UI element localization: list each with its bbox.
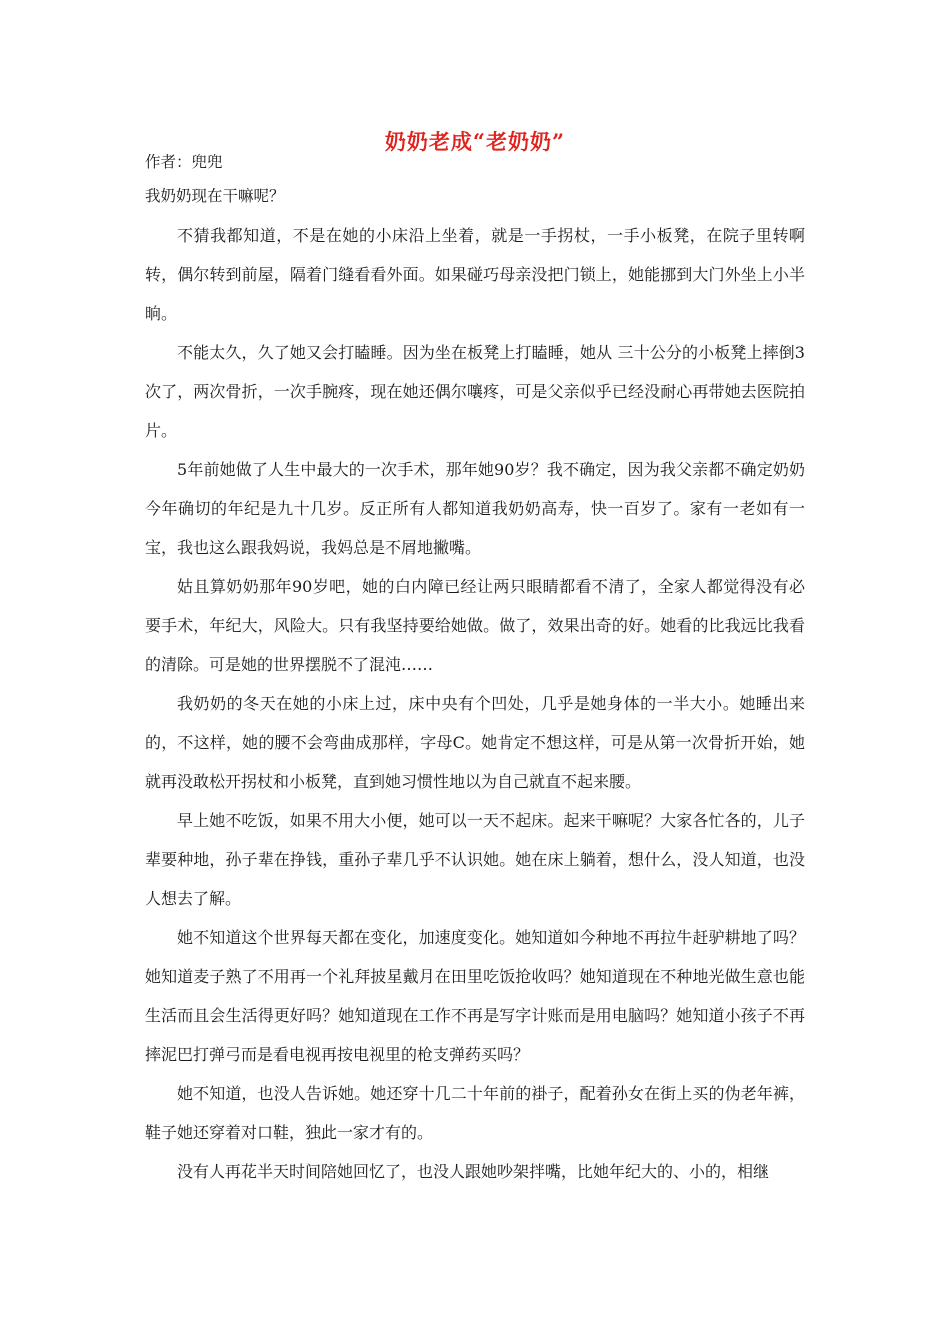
paragraph: 她不知道，也没人告诉她。她还穿十几二十年前的褂子，配着孙女在街上买的伪老年裤，鞋子她还穿着对口鞋，独此一家才有的。 xyxy=(145,1084,805,1142)
paragraph: 5年前她做了人生中最大的一次手术，那年她90岁？我不确定，因为我父亲都不确定奶奶今年确切的年纪是九十几岁。反正所有人都知道我奶奶高寿，快一百岁了。家有一老如有一宝，我也这么跟我妈说，我妈总是不屑地撇嘴。 xyxy=(145,460,805,557)
paragraph: 不猜我都知道，不是在她的小床沿上坐着，就是一手拐杖，一手小板凳，在院子里转啊转，偶尔转到前屋，隔着门缝看看外面。如果碰巧母亲没把门锁上，她能挪到大门外坐上小半晌。 xyxy=(145,226,805,323)
paragraph: 早上她不吃饭，如果不用大小便，她可以一天不起床。起来干嘛呢？大家各忙各的，儿子辈要种地，孙子辈在挣钱，重孙子辈几乎不认识她。她在床上躺着，想什么，没人知道，也没人想去了解。 xyxy=(145,811,805,908)
author-line: 作者：兜兜 xyxy=(145,153,223,171)
paragraph: 不能太久，久了她又会打瞌睡。因为坐在板凳上打瞌睡，她从 三十公分的小板凳上摔倒3次了，两次骨折，一次手腕疼，现在她还偶尔嚷疼，可是父亲似乎已经没耐心再带她去医院拍片。 xyxy=(145,343,805,440)
paragraph: 我奶奶的冬天在她的小床上过，床中央有个凹处，几乎是她身体的一半大小。她睡出来的，不这样，她的腰不会弯曲成那样，字母C。她肯定不想这样，可是从第一次骨折开始，她就再没敢松开拐杖和小板凳，直到她习惯性地以为自己就直不起来腰。 xyxy=(145,694,805,791)
article-body xyxy=(145,216,805,1191)
article-title: 奶奶老成“老奶奶” xyxy=(384,129,566,154)
paragraph: 姑且算奶奶那年90岁吧，她的白内障已经让两只眼睛都看不清了，全家人都觉得没有必要手术，年纪大，风险大。只有我坚持要给她做。做了，效果出奇的好。她看的比我远比我看的清除。可是她的世界摆脱不了混沌…… xyxy=(145,577,805,674)
lead-line: 我奶奶现在干嘛呢？ xyxy=(145,187,285,205)
paragraph: 没有人再花半天时间陪她回忆了，也没人跟她吵架拌嘴，比她年纪大的、小的，相继 xyxy=(177,1162,770,1181)
paragraph: 她不知道这个世界每天都在变化，加速度变化。她知道如今种地不再拉牛赶驴耕地了吗？她知道麦子熟了不用再一个礼拜披星戴月在田里吃饭抢收吗？她知道现在不种地光做生意也能生活而且会生活得更好吗？她知道现在工作不再是写字计账而是用电脑吗？她知道小孩子不再摔泥巴打弹弓而是看电视再按电视里的枪支弹药买吗？ xyxy=(145,928,805,1064)
